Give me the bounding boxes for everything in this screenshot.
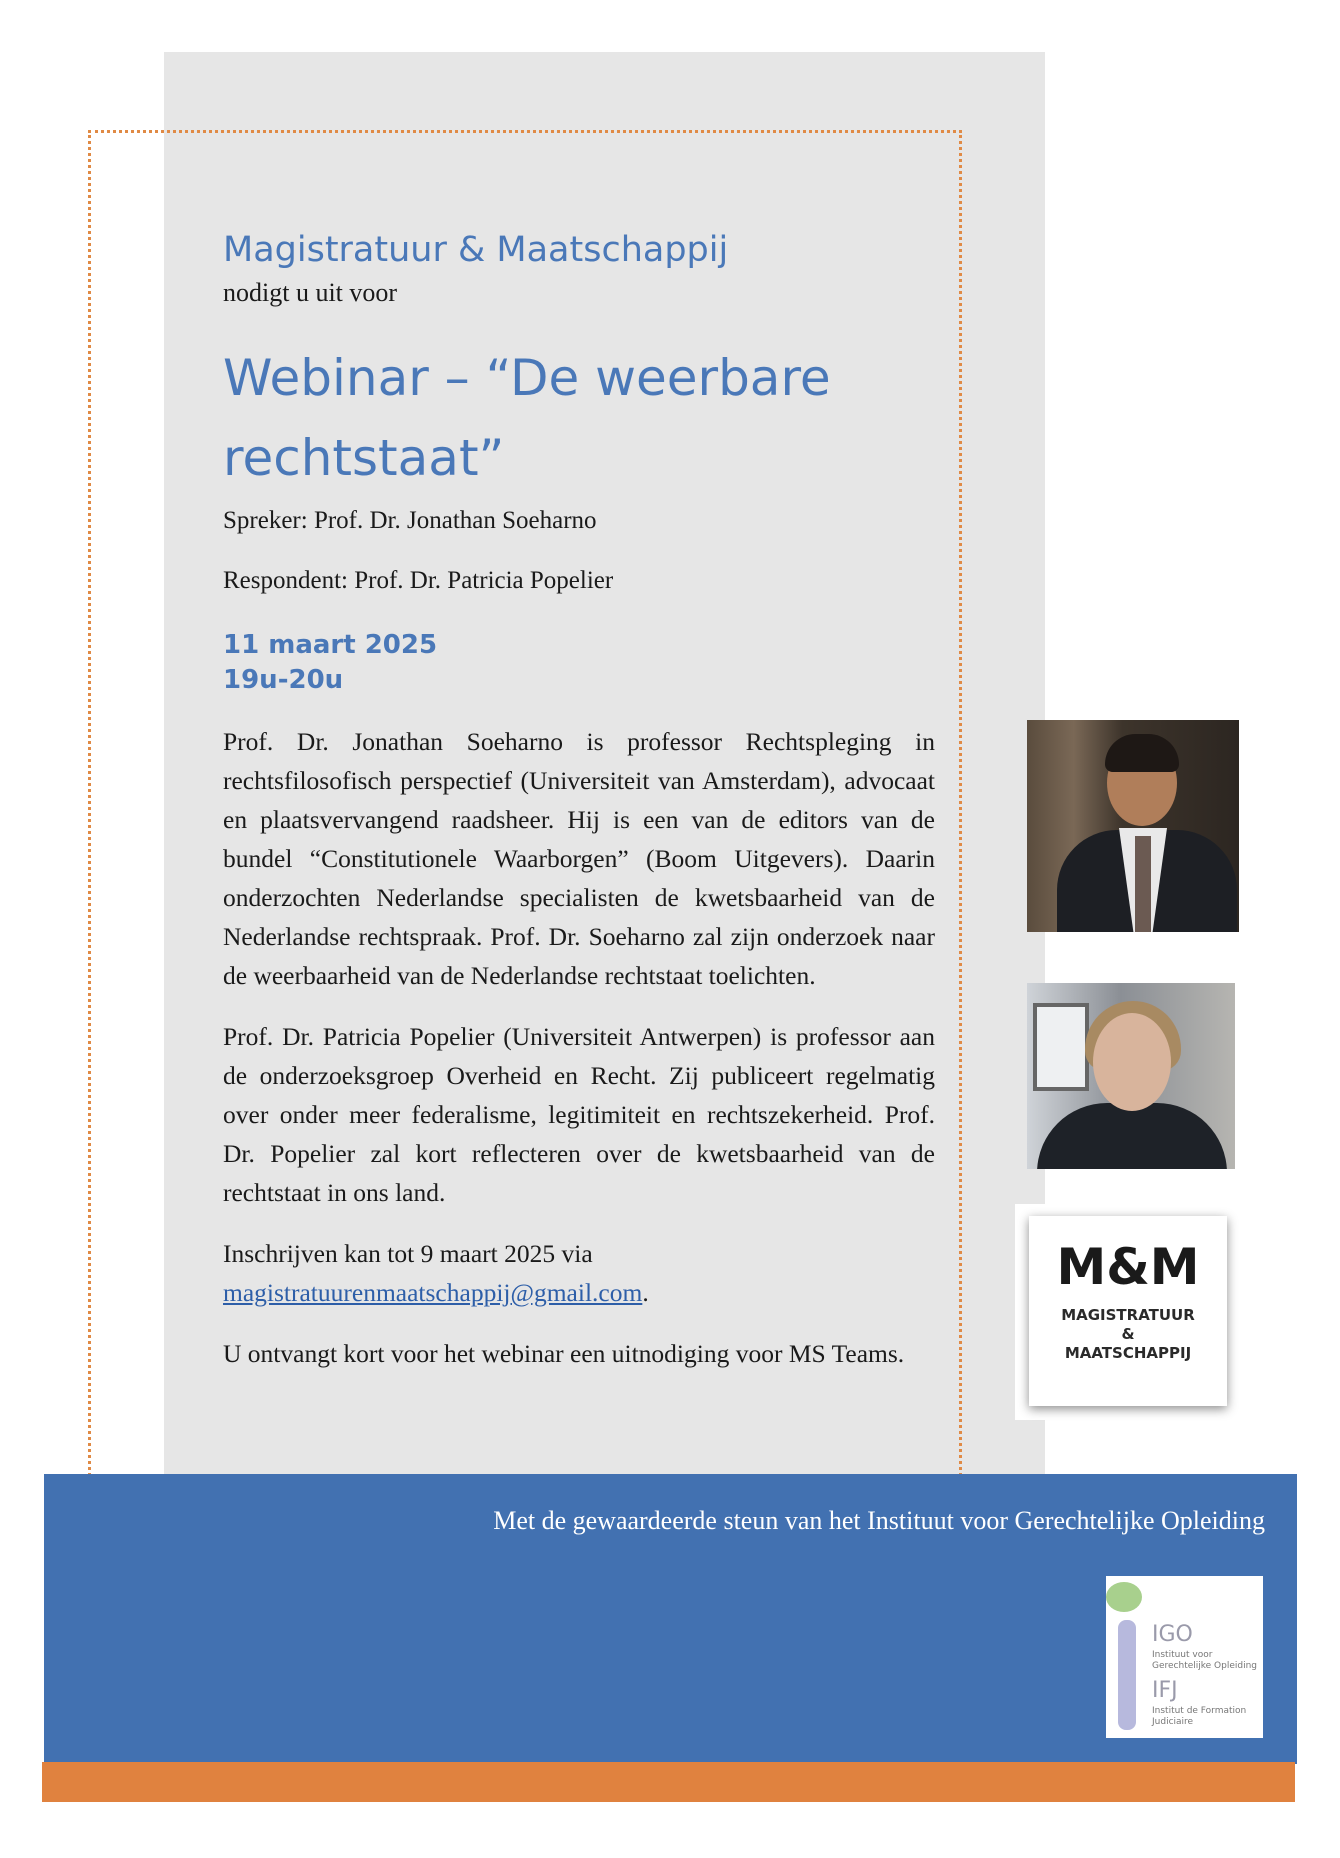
photo-tie-shape — [1135, 836, 1151, 932]
mm-logo — [1015, 1204, 1241, 1420]
email-suffix: . — [642, 1278, 649, 1307]
speaker-photo — [1027, 720, 1239, 932]
igo-logo-dot-icon — [1106, 1582, 1142, 1612]
respondent: Respondent: Prof. Dr. Patricia Popelier — [223, 567, 614, 594]
igo-ifj-logo — [1106, 1576, 1263, 1738]
photo-head-shape — [1093, 1013, 1171, 1111]
mm-logo-card — [1029, 1216, 1227, 1406]
invitation-content — [223, 224, 935, 1373]
ifj-acronym: IFJ — [1152, 1678, 1178, 1703]
mm-logo-line-2: & — [1121, 1325, 1135, 1343]
mm-logo-text — [1029, 1306, 1227, 1363]
photo-body-shape — [1037, 1103, 1227, 1169]
event-title-line-1: Webinar – “De weerbare — [223, 349, 831, 407]
invite-line: nodigt u uit voor — [223, 278, 398, 307]
event-title-line-2: rechtstaat” — [223, 429, 505, 487]
support-text: Met de gewaardeerde steun van het Instituut voor Gerechtelijke Opleiding — [493, 1506, 1265, 1535]
registration-text: Inschrijven kan tot 9 maart 2025 via — [223, 1239, 593, 1268]
igo-logo-stem-icon — [1118, 1620, 1136, 1730]
date-time — [223, 628, 935, 698]
igo-acronym: IGO — [1152, 1622, 1193, 1647]
mm-logo-line-1: MAGISTRATUUR — [1061, 1306, 1195, 1324]
mm-logo-line-3: MAATSCHAPPIJ — [1064, 1344, 1192, 1362]
email-link[interactable]: magistratuurenmaatschappij@gmail.com — [223, 1278, 643, 1307]
event-time: 19u-20u — [223, 665, 344, 695]
org-name: Magistratuur & Maatschappij — [223, 230, 729, 270]
speaker-bio: Prof. Dr. Jonathan Soeharno is professor Rechtspleging in rechtsfilosofisch perspectief (Universiteit van Amsterdam), advocaat en plaatsvervangend raadsheer. Hij is een van de editors van de bundel “Constitutionele Waarborgen” (Boom Uitgevers). Daarin onderzochten Nederlandse specialisten de kwetsbaarheid van de Nederlandse rechtspraak. Prof. Dr. Soeharno zal zijn onderzoek naar de weerbaarheid van de Nederlandse rechtstaat toelichten. — [223, 727, 935, 990]
respondent-photo — [1027, 983, 1235, 1169]
photo-hair-shape — [1105, 734, 1179, 772]
igo-name: Instituut voor Gerechtelijke Opleiding — [1152, 1650, 1258, 1671]
speaker: Spreker: Prof. Dr. Jonathan Soeharno — [223, 507, 597, 534]
mm-logo-mark: M&M — [1056, 1238, 1200, 1296]
photo-window-shape — [1033, 1003, 1089, 1091]
registration — [223, 1234, 935, 1312]
ifj-name: Institut de Formation Judiciaire — [1152, 1706, 1247, 1727]
respondent-bio: Prof. Dr. Patricia Popelier (Universiteit Antwerpen) is professor aan de onderzoeksgroep Overheid en Recht. Zij publiceert regelmatig over onder meer federalisme, legitimiteit en rechtszekerheid. Prof. Dr. Popelier zal kort reflecteren over de kwetsbaarheid van de rechtstaat in ons land. — [223, 1022, 935, 1207]
teams-notice: U ontvangt kort voor het webinar een uitnodiging voor MS Teams. — [223, 1339, 905, 1368]
event-date: 11 maart 2025 — [223, 630, 438, 660]
event-title — [223, 338, 935, 498]
orange-bar — [42, 1762, 1295, 1802]
